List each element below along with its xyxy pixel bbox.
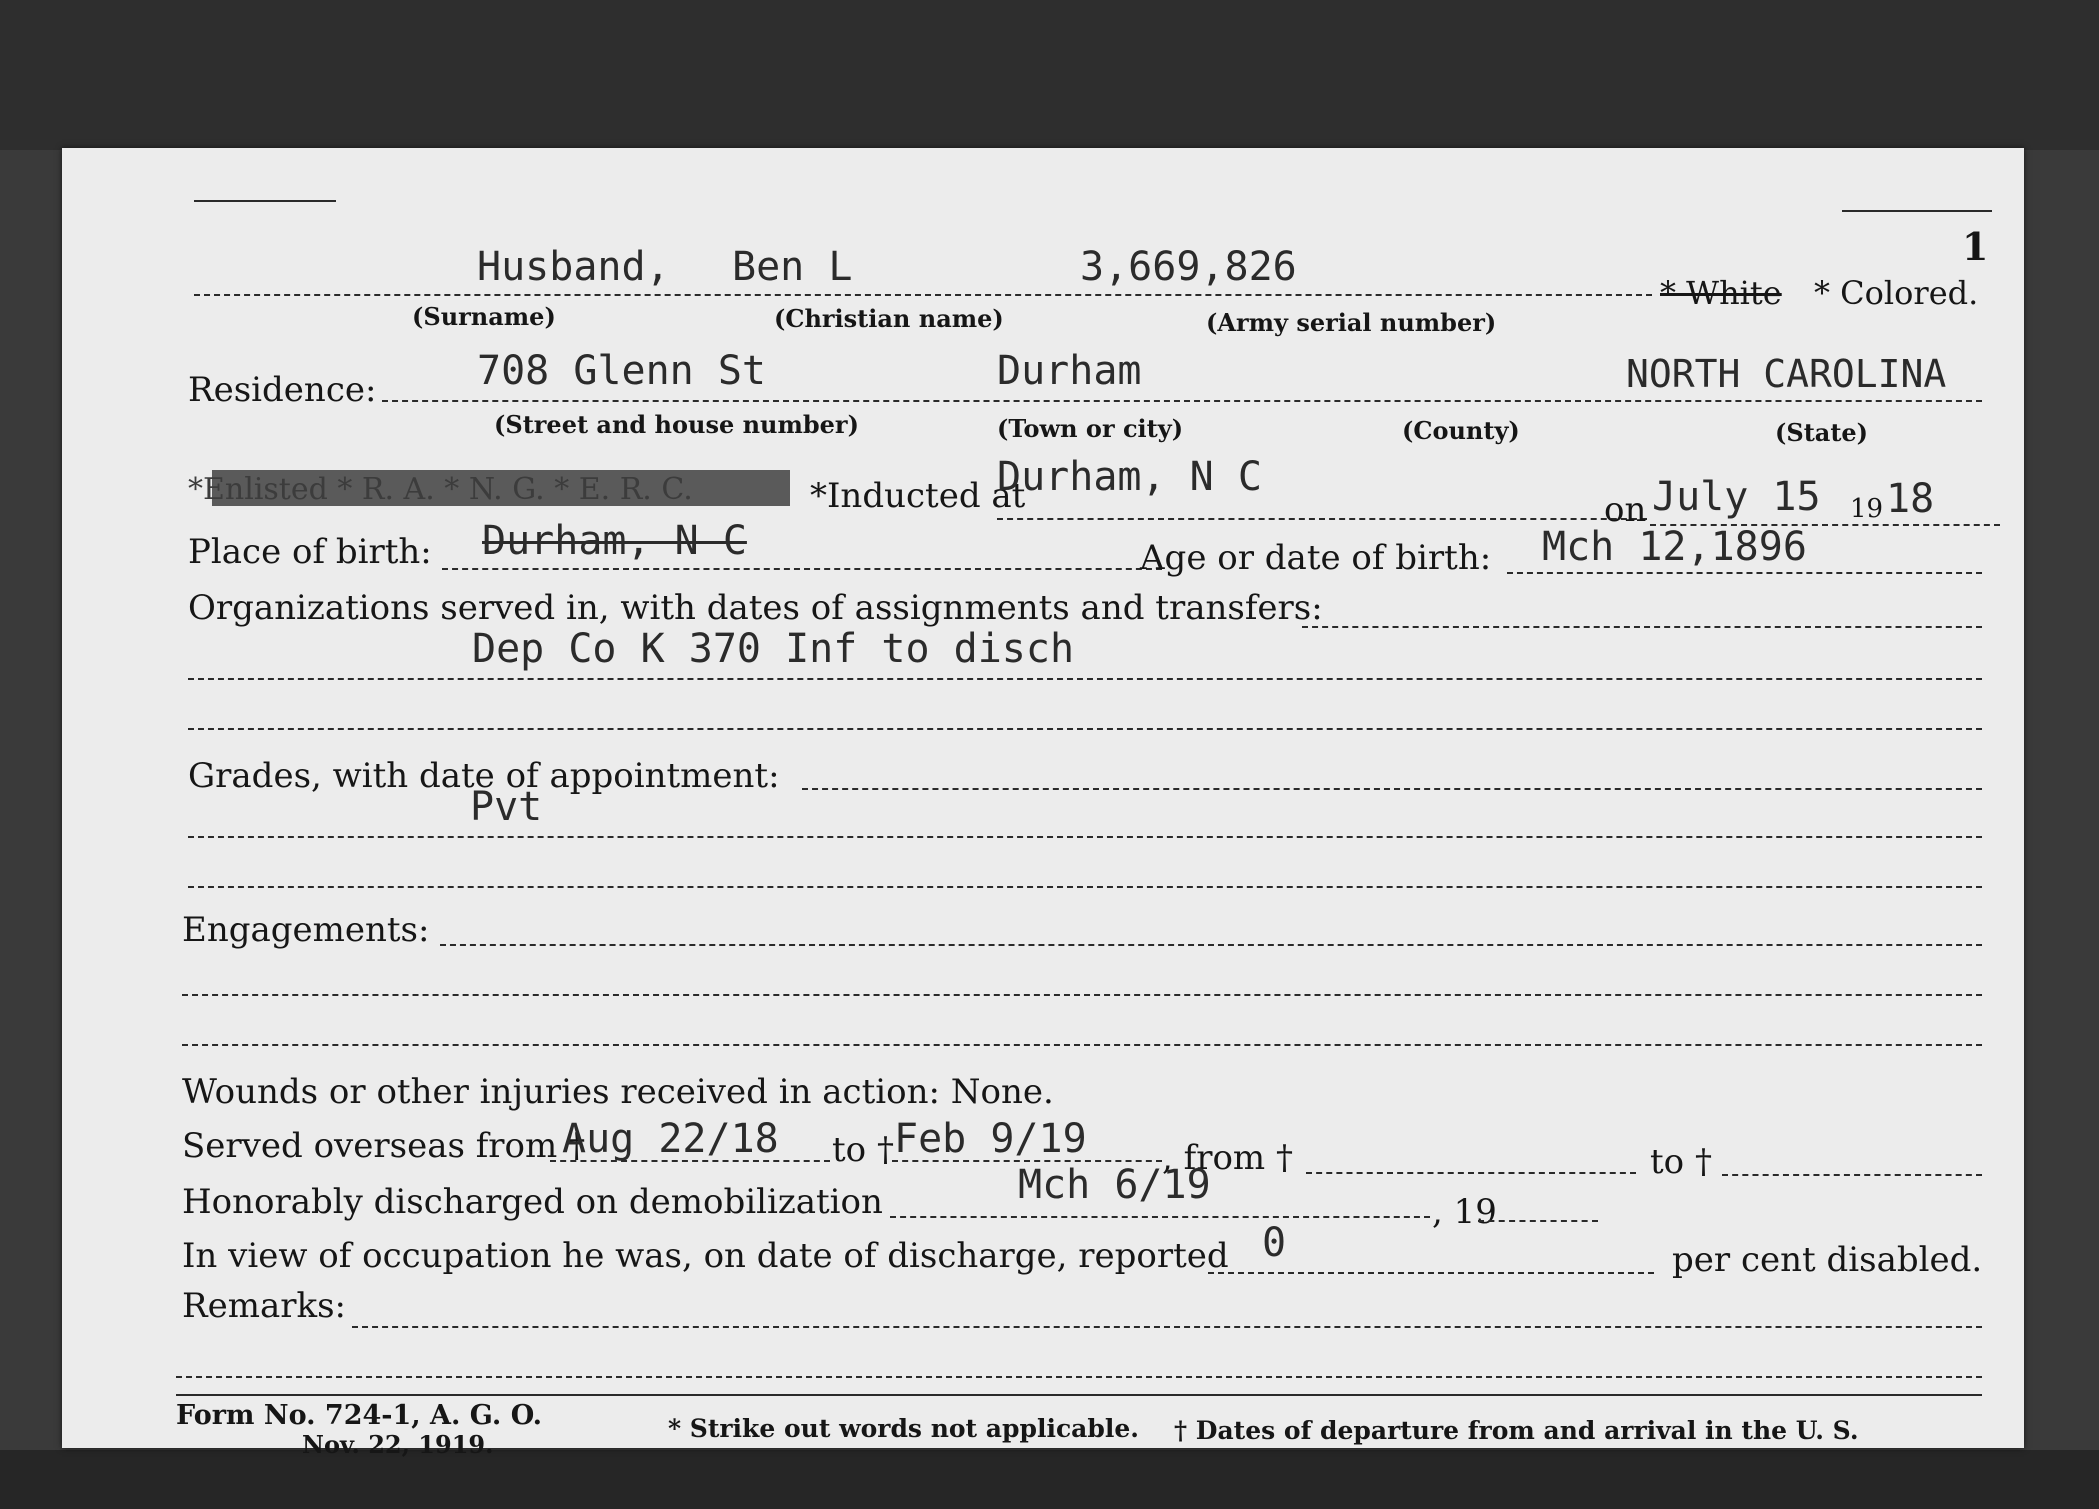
top-right-rule [1842, 210, 1992, 212]
organizations-value: Dep Co K 370 Inf to disch [472, 626, 1075, 672]
engagements-label: Engagements: [182, 910, 430, 950]
remarks-line-1 [352, 1326, 1982, 1328]
form-date: Nov. 22, 1919. [302, 1430, 494, 1459]
organizations-label: Organizations served in, with dates of assignments and transfers: [188, 588, 1323, 628]
surname-value: Husband, [477, 244, 670, 290]
footnote-strike-out: * Strike out words not applicable. [668, 1414, 1139, 1443]
overseas-to2-line [1722, 1174, 1982, 1176]
town-value: Durham [997, 348, 1142, 394]
overseas-from2-label: , from † [1162, 1138, 1293, 1178]
christian-name-value: Ben L [732, 244, 853, 290]
age-or-dob-label: Age or date of birth: [1140, 538, 1492, 578]
overseas-to-value: Feb 9/19 [894, 1116, 1087, 1162]
disability-label: In view of occupation he was, on date of discharge, reported [182, 1236, 1229, 1276]
top-left-rule [194, 200, 336, 202]
footnote-dates: † Dates of departure from and arrival in the U. S. [1174, 1416, 1859, 1445]
race-white-option: * White [1660, 274, 1782, 312]
disability-suffix: per cent disabled. [1672, 1240, 1983, 1280]
residence-label: Residence: [188, 370, 377, 410]
name-line [194, 294, 1652, 296]
state-caption: (State) [1775, 418, 1869, 447]
discharge-label: Honorably discharged on demobilization [182, 1182, 883, 1222]
engagements-line-2 [182, 994, 1982, 996]
town-caption: (Town or city) [997, 414, 1184, 443]
form-number: Form No. 724-1, A. G. O. [176, 1400, 543, 1431]
remarks-label: Remarks: [182, 1286, 346, 1326]
discharge-date-value: Mch 6/19 [1018, 1162, 1211, 1208]
overseas-to2-label: to † [1650, 1142, 1712, 1182]
enlisted-options-label: *Enlisted * R. A. * N. G. * E. R. C. [188, 472, 693, 507]
inducted-label: *Inducted at [810, 476, 1026, 516]
overseas-to-label: to † [832, 1130, 894, 1170]
discharge-year-line [1478, 1220, 1598, 1222]
served-overseas-label: Served overseas from † [182, 1126, 586, 1166]
inducted-year-prefix: 19 [1850, 494, 1884, 524]
grades-line-2 [188, 836, 1982, 838]
grades-line-3 [188, 886, 1982, 888]
residence-line [382, 400, 1982, 402]
county-caption: (County) [1402, 416, 1520, 445]
engagements-line-3 [182, 1044, 1982, 1046]
street-caption: (Street and house number) [494, 410, 859, 439]
surname-caption: (Surname) [412, 302, 556, 331]
organizations-line-2 [188, 678, 1982, 680]
grades-label: Grades, with date of appointment: [188, 756, 780, 796]
remarks-line-2 [176, 1376, 1982, 1378]
race-colored-option: * Colored. [1814, 274, 1979, 312]
disability-value: 0 [1262, 1220, 1287, 1266]
place-of-birth-label: Place of birth: [188, 532, 432, 572]
organizations-line-1 [1302, 626, 1982, 628]
grades-line-1 [802, 788, 1982, 790]
age-or-dob-line [1507, 572, 1982, 574]
inducted-year-value: 18 [1886, 476, 1935, 522]
inducted-place-value: Durham, N C [997, 454, 1262, 500]
overseas-from2-line [1306, 1172, 1636, 1174]
inducted-line [997, 518, 1647, 520]
place-of-birth-line [442, 568, 1162, 570]
place-of-birth-value: Durham, N C [482, 518, 747, 564]
grades-value: Pvt [470, 784, 543, 830]
engagements-line-1 [440, 944, 1982, 946]
christian-name-caption: (Christian name) [774, 304, 1004, 333]
card-number: 1 [1962, 224, 1989, 269]
age-or-dob-value: Mch 12,1896 [1542, 524, 1807, 570]
serial-number-value: 3,669,826 [1080, 244, 1297, 290]
street-value: 708 Glenn St [477, 348, 766, 394]
state-value: NORTH CAROLINA [1626, 352, 1947, 396]
organizations-line-3 [188, 728, 1982, 730]
overseas-from-line [550, 1160, 830, 1162]
disability-line [1208, 1272, 1654, 1274]
inducted-date-value: July 15 [1652, 474, 1821, 520]
discharge-year-label: , 19 [1432, 1192, 1497, 1232]
footer-rule [176, 1394, 1982, 1396]
overseas-from-value: Aug 22/18 [562, 1116, 779, 1162]
wounds-label: Wounds or other injuries received in action: None. [182, 1072, 1054, 1112]
serial-number-caption: (Army serial number) [1206, 308, 1497, 337]
service-record-card [62, 148, 2024, 1459]
scanner-background-top [0, 0, 2099, 150]
inducted-on-label: on [1604, 490, 1647, 530]
discharge-line [890, 1216, 1430, 1218]
